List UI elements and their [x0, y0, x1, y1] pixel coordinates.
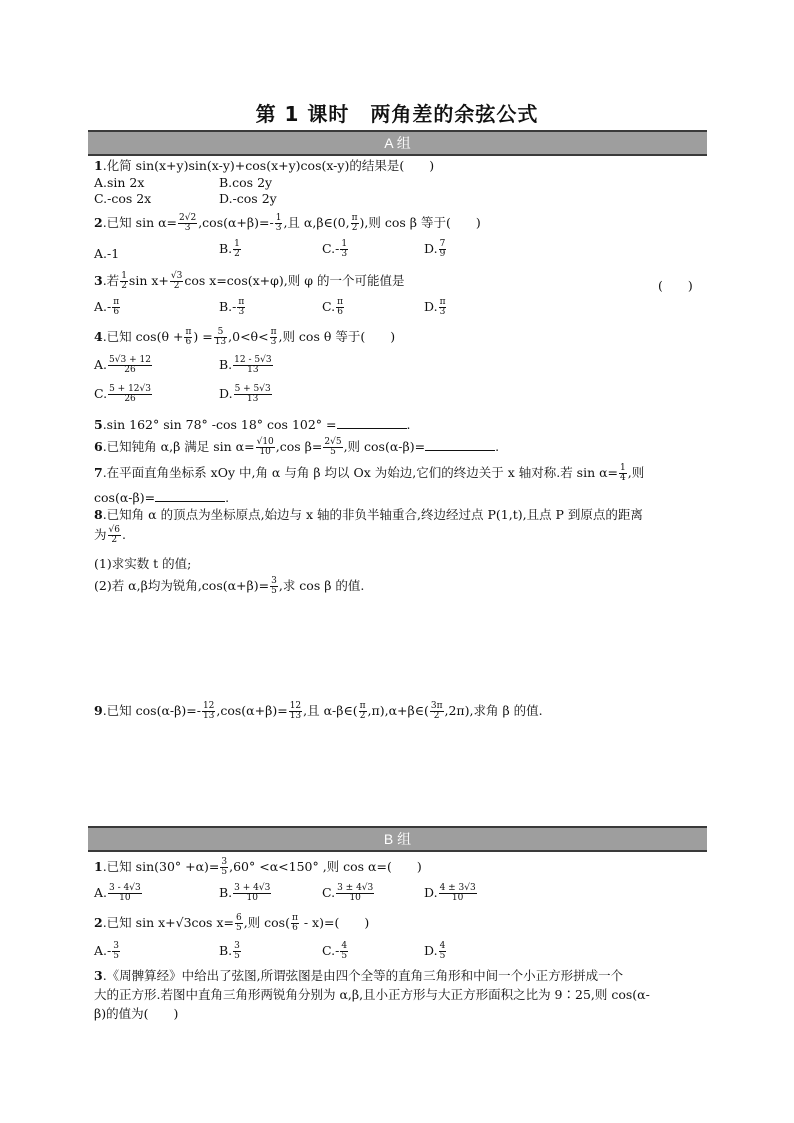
a4-option-b: B. $\frac{12 - 5√3}{13}$: [219, 355, 272, 375]
a2-option-c: C.- $\frac{1}{3}$: [322, 239, 348, 259]
b1-option-a: A. $\frac{3 - 4√3}{10}$: [94, 883, 141, 903]
a-question-6: 6.已知钝角 α,β 满足 sin α= $\frac{√10}{10}$ ,cos β= $\frac{2√5}{5}$ ,则 cos(α-β)= .: [94, 437, 500, 457]
b-question-3-line-3: β)的值为( ): [94, 1006, 179, 1021]
a2-option-d: D. $\frac{7}{9}$: [424, 239, 446, 259]
a3-answer-paren: ( ): [658, 278, 693, 293]
a-question-7: 7.在平面直角坐标系 xOy 中,角 α 与角 β 均以 Ox 为始边,它们的终边关于 x 轴对称.若 sin α= $\frac{1}{4}$ ,则: [94, 463, 645, 483]
a-question-7-line-2: cos(α-β)= .: [94, 490, 230, 505]
a3-option-d: D. $\frac{\pi}{3}$: [424, 297, 446, 317]
a-question-8-line-2: 为 $\frac{√6}{2}$ .: [94, 525, 126, 545]
b-question-1: 1.已知 sin(30° +α)= $\frac{3}{5}$ ,60° <α<150° ,则 cos α=( ): [94, 857, 422, 877]
a1-option-a: A.sin 2x: [94, 175, 145, 190]
a-question-3: 3.若 $\frac{1}{2}$ sin x+ $\frac{√3}{2}$ cos x=cos(x+φ),则 φ 的一个可能值是: [94, 271, 405, 291]
a1-option-d: D.-cos 2y: [219, 191, 277, 206]
a-question-1: 1.化简 sin(x+y)sin(x-y)+cos(x+y)cos(x-y)的结果是( ): [94, 158, 435, 173]
a-question-2: 2.已知 sin α= $\frac{2√2}{3}$ ,cos(α+β)=- $\frac{1}{3}$ ,且 α,β∈(0, $\frac{\pi}{2}$ ),则 cos β 等于( ): [94, 213, 481, 233]
a3-option-b: B.- $\frac{\pi}{3}$: [219, 297, 245, 317]
b1-option-c: C. $\frac{3 \pm 4√3}{10}$: [322, 883, 374, 903]
a2-option-b: B. $\frac{1}{2}$: [219, 239, 240, 259]
b-question-2: 2.已知 sin x+√3cos x= $\frac{6}{5}$ ,则 cos( $\frac{\pi}{6}$ - x)=( ): [94, 913, 370, 933]
a3-option-c: C. $\frac{\pi}{6}$: [322, 297, 344, 317]
a1-option-b: B.cos 2y: [219, 175, 273, 190]
group-a-header: A 组: [88, 130, 707, 156]
a-question-8-part-1: (1)求实数 t 的值;: [94, 556, 192, 571]
b2-option-a: A.- $\frac{3}{5}$: [94, 941, 119, 961]
a-question-8-part-2: (2)若 α,β均为锐角,cos(α+β)= $\frac{3}{5}$ ,求 cos β 的值.: [94, 576, 365, 596]
answer-blank[interactable]: [155, 489, 225, 502]
a-question-9: 9.已知 cos(α-β)=- $\frac{12}{13}$ ,cos(α+β)= $\frac{12}{13}$ ,且 α-β∈( $\frac{\pi}{2}$ ,π),α+β∈( $\frac{3\pi}{2}$ ,2π),求角 β 的值.: [94, 701, 543, 721]
b1-option-d: D. $\frac{4 \pm 3√3}{10}$: [424, 883, 476, 903]
answer-blank[interactable]: [337, 416, 407, 429]
b1-option-b: B. $\frac{3 + 4√3}{10}$: [219, 883, 271, 903]
a4-option-c: C. $\frac{5 + 12√3}{26}$: [94, 384, 151, 404]
a1-option-c: C.-cos 2x: [94, 191, 152, 206]
b2-option-d: D. $\frac{4}{5}$: [424, 941, 446, 961]
page-title: 第 1 课时 两角差的余弦公式: [255, 102, 539, 126]
a4-option-d: D. $\frac{5 + 5√3}{13}$: [219, 384, 271, 404]
b2-option-c: C.- $\frac{4}{5}$: [322, 941, 348, 961]
a-question-5: 5.sin 162° sin 78° -cos 18° cos 102° = .: [94, 417, 411, 432]
a2-option-a: A.-1: [94, 246, 120, 261]
group-b-header: B 组: [88, 826, 707, 852]
b-question-3: 3.《周髀算经》中给出了弦图,所谓弦图是由四个全等的直角三角形和中间一个小正方形拼成一个: [94, 968, 624, 983]
b-question-3-line-2: 大的正方形.若图中直角三角形两锐角分别为 α,β,且小正方形与大正方形面积之比为 9∶25,则 cos(α-: [94, 987, 650, 1002]
a4-option-a: A. $\frac{5√3 + 12}{26}$: [94, 355, 151, 375]
b2-option-b: B. $\frac{3}{5}$: [219, 941, 240, 961]
a-question-8: 8.已知角 α 的顶点为坐标原点,始边与 x 轴的非负半轴重合,终边经过点 P(1,t),且点 P 到原点的距离: [94, 507, 643, 522]
a3-option-a: A.- $\frac{\pi}{6}$: [94, 297, 120, 317]
a-question-4: 4.已知 cos(θ + $\frac{\pi}{6}$ ) = $\frac{5}{13}$ ,0<θ< $\frac{\pi}{3}$ ,则 cos θ 等于( ): [94, 327, 396, 347]
answer-blank[interactable]: [425, 438, 495, 451]
